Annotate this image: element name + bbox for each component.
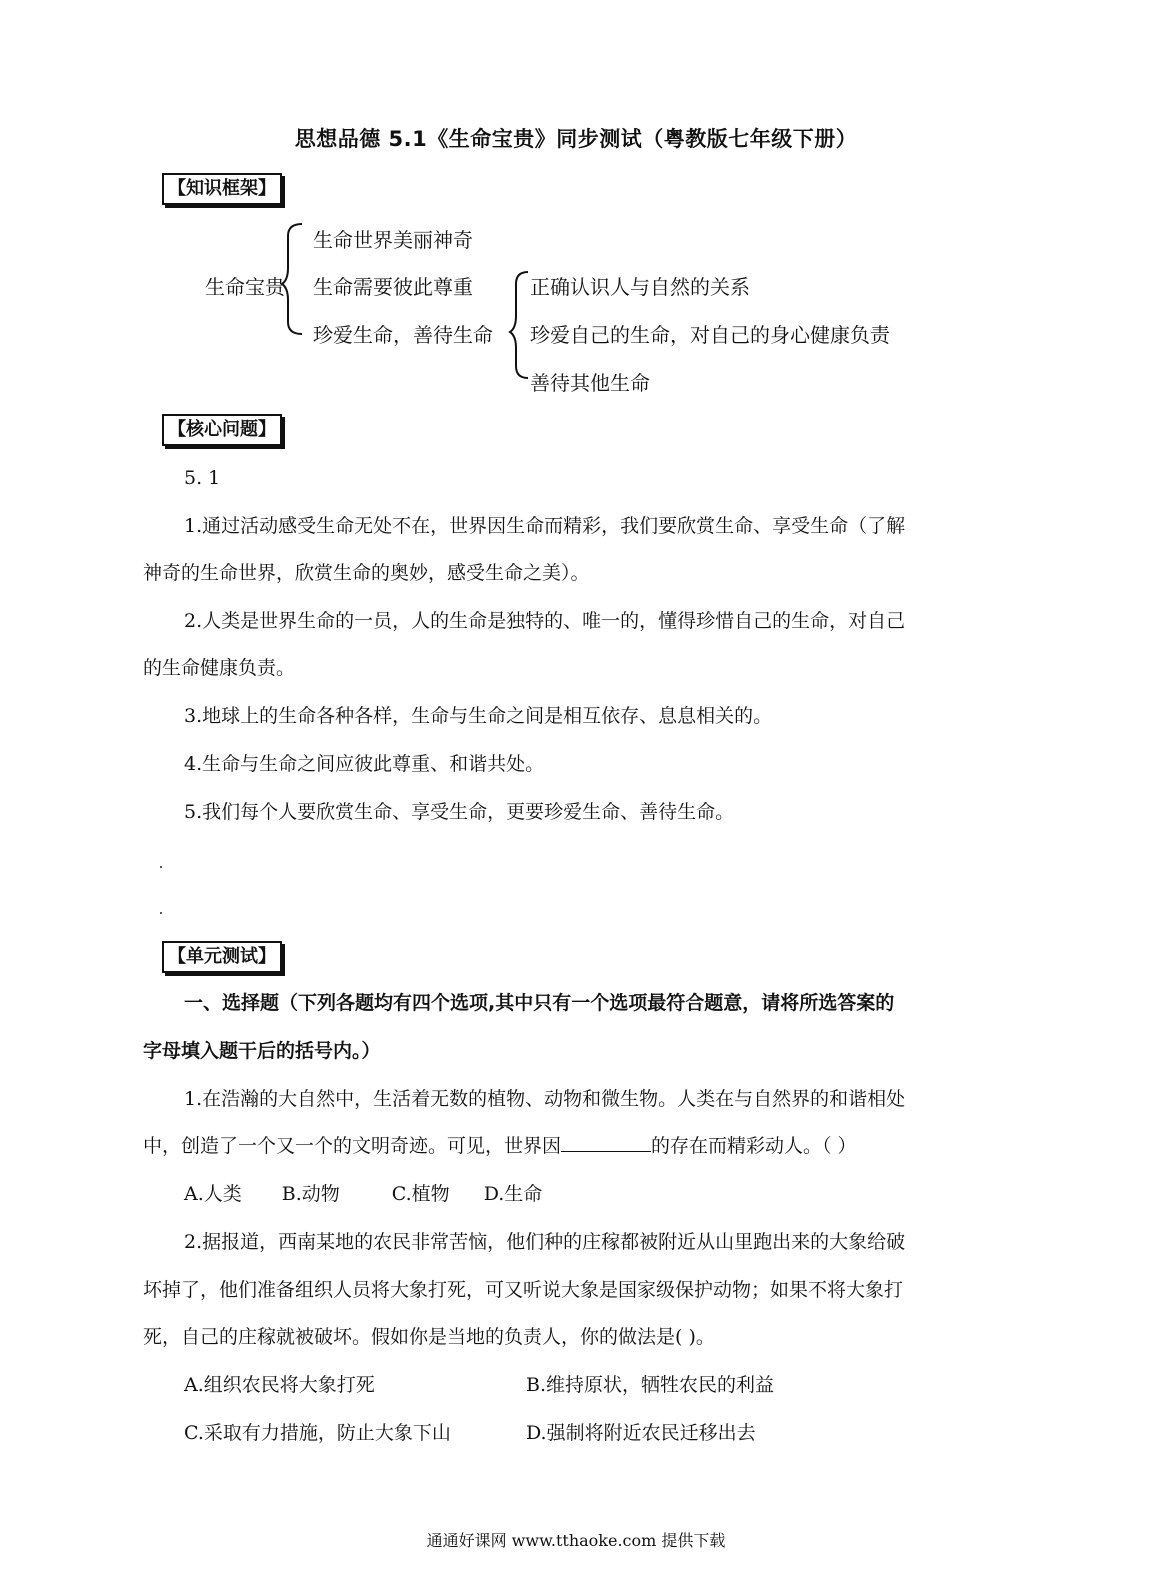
section-label-framework: 【知识框架】	[162, 173, 282, 205]
framework-level1-item: 生命世界美丽神奇	[313, 228, 473, 252]
brace-left-icon	[282, 224, 302, 334]
framework-level2-item: 正确认识人与自然的关系	[530, 275, 750, 299]
framework-level1-item: 生命需要彼此尊重	[313, 275, 473, 299]
question-1-text: 1.在浩瀚的大自然中，生活着无数的植物、动物和微生物。人类在与自然界的和谐相处	[184, 1088, 906, 1110]
question-2-text: 2.据报道，西南某地的农民非常苦恼，他们种的庄稼都被附近从山里跑出来的大象给破	[184, 1231, 906, 1253]
option: C.采取有力措施，防止大象下山	[184, 1422, 451, 1444]
option: A.组织农民将大象打死	[184, 1374, 375, 1396]
answer-blank	[561, 1131, 651, 1152]
core-paragraph: 2.人类是世界生命的一员，人的生命是独特的、唯一的，懂得珍惜自己的生命，对自己	[184, 610, 906, 632]
core-number: 5. 1	[184, 467, 221, 489]
page-footer: 通通好课网 www.tthaoke.com 提供下载	[426, 1531, 726, 1550]
core-paragraph: 3.地球上的生命各种各样，生命与生命之间是相互依存、息息相关的。	[184, 705, 773, 727]
test-heading: 字母填入题干后的括号内。）	[143, 1040, 381, 1062]
question-1-options	[184, 1171, 542, 1218]
stray-mark	[160, 912, 162, 914]
framework-level2-item: 珍爱自己的生命，对自己的身心健康负责	[530, 323, 890, 347]
core-paragraph: 1.通过活动感受生命无处不在，世界因生命而精彩，我们要欣赏生命、享受生命（了解	[184, 515, 906, 537]
option: A.人类	[184, 1183, 242, 1205]
question-2-text: 坏掉了，他们准备组织人员将大象打死，可又听说大象是国家级保护动物；如果不将大象打	[143, 1279, 904, 1301]
question-1-text-part: 的存在而精彩动人。（ ）	[651, 1135, 857, 1157]
brace-right-icon	[510, 272, 528, 378]
question-1-text-part: 中，创造了一个又一个的文明奇迹。可见，世界因	[143, 1135, 562, 1157]
framework-root: 生命宝贵	[205, 275, 285, 299]
stray-mark	[160, 866, 162, 868]
option: B.动物	[281, 1183, 340, 1205]
question-2-text: 死，自己的庄稼就被破坏。假如你是当地的负责人，你的做法是( )。	[143, 1326, 715, 1348]
framework-level2-item: 善待其他生命	[530, 371, 650, 395]
question-1-text	[143, 1123, 857, 1170]
framework-level1-item: 珍爱生命，善待生命	[313, 323, 493, 347]
core-paragraph: 神奇的生命世界，欣赏生命的奥妙，感受生命之美）。	[143, 562, 590, 584]
section-label-unit-test: 【单元测试】	[162, 941, 282, 973]
section-label-core: 【核心问题】	[162, 414, 282, 446]
core-paragraph: 5.我们每个人要欣赏生命、享受生命，更要珍爱生命、善待生命。	[184, 801, 735, 823]
option: D.生命	[483, 1183, 543, 1205]
option: C.植物	[391, 1183, 450, 1205]
option: B.维持原状，牺牲农民的利益	[526, 1374, 775, 1396]
test-heading: 一、选择题（下列各题均有四个选项,其中只有一个选项最符合题意，请将所选答案的	[184, 992, 895, 1014]
core-paragraph: 的生命健康负责。	[143, 657, 296, 679]
page-title: 思想品德 5.1《生命宝贵》同步测试（粤教版七年级下册）	[294, 127, 858, 151]
option: D.强制将附近农民迁移出去	[526, 1422, 756, 1444]
core-paragraph: 4.生命与生命之间应彼此尊重、和谐共处。	[184, 753, 545, 775]
